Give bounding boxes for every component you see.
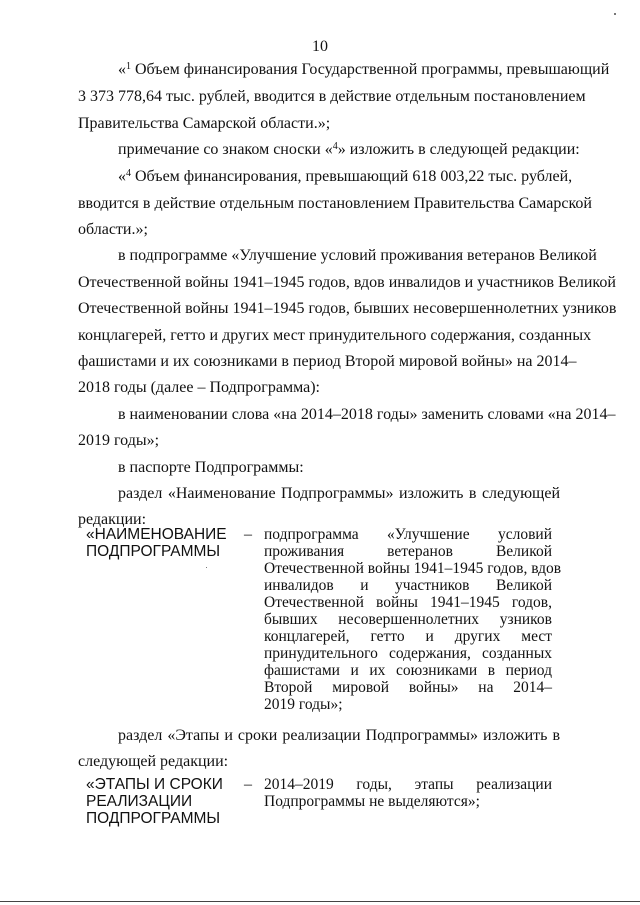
paragraph-1-line-3: Правительства Самарской области.»; [78, 115, 331, 132]
table-2-label-line-2: РЕАЛИЗАЦИИ [86, 793, 193, 810]
table-1-value-line-1: подпрограмма «Улучшение условий [264, 526, 552, 543]
table-1-value-line-4: инвалидов и участников Великой [264, 577, 552, 594]
paragraph-5-line-1: в наименовании слова «на 2014–2018 годы» заменить словами «на 2014– [118, 406, 616, 423]
table-1-label-line-2: ПОДПРОГРАММЫ [86, 543, 221, 560]
footnote-marker-4: 4 [332, 141, 338, 152]
table-2-label-line-1: «ЭТАПЫ И СРОКИ [86, 776, 223, 793]
paragraph-7-line-1: раздел «Наименование Подпрограммы» изложить в следующей [118, 485, 560, 502]
table-1-value [264, 526, 562, 713]
table-1-label-line-1: «НАИМЕНОВАНИЕ [86, 526, 227, 543]
paragraph-8-line-1: раздел «Этапы и сроки реализации Подпрограммы» изложить в [118, 727, 560, 744]
paragraph-2 [118, 137, 580, 163]
table-2-value-line-2: Подпрограммы не выделяются»; [264, 793, 480, 810]
table-2-value [264, 776, 552, 810]
paragraph-4-line-4: концлагерей, гетто и других мест принудительного содержания, созданных [78, 327, 592, 344]
table-1-value-line-8: принудительного содержания, созданных [264, 645, 552, 662]
table-1-value-line-9: фашистами и их союзниками в период [264, 662, 552, 679]
paragraph-1-line-2: 3 373 778,64 тыс. рублей, вводится в действие отдельным постановлением [78, 88, 586, 105]
paragraph-3-line-3: области.»; [78, 221, 148, 238]
paragraph-3-line-2: вводится в действие отдельным постановлением Правительства Самарской [78, 195, 592, 212]
paragraph-8-line-2: следующей редакции: [78, 753, 229, 770]
paragraph-3-line-1 [118, 164, 573, 190]
quote-open: « [118, 61, 126, 78]
paragraph-4-line-5: фашистами и их союзниками в период Второй мировой войны» на 2014– [78, 353, 577, 370]
paragraph-2-post: » изложить в следующей редакции: [337, 141, 580, 158]
paragraph-4-line-1: в подпрограмме «Улучшение условий проживания ветеранов Великой [118, 247, 597, 264]
scan-edge-line [0, 901, 640, 902]
scan-speck [614, 13, 616, 15]
footnote-marker-4b: 4 [126, 168, 131, 179]
table-1-dash: – [244, 526, 252, 543]
footnote-marker-1: 1 [126, 61, 131, 72]
table-1-value-line-3: Отечественной войны 1941–1945 годов, вдов [264, 560, 562, 577]
paragraph-3-text: Объем финансирования, превышающий 618 003,22 тыс. рублей, [131, 168, 573, 185]
page-number: 10 [312, 38, 328, 55]
table-1-value-line-2: проживания ветеранов Великой [264, 543, 552, 560]
paragraph-4-line-2: Отечественной войны 1941–1945 годов, вдов инвалидов и участников Великой [78, 274, 616, 291]
table-2-label [86, 776, 236, 827]
paragraph-2-pre: примечание со знаком сноски « [118, 141, 333, 158]
table-1-value-line-7: концлагерей, гетто и других мест [264, 628, 552, 645]
paragraph-4-line-6: 2018 годы (далее – Подпрограмма): [78, 379, 320, 396]
table-1-value-line-6: бывших несовершеннолетних узников [264, 611, 552, 628]
quote-open-3: « [118, 168, 126, 185]
paragraph-1-line-1 [118, 57, 610, 83]
paragraph-5-line-2: 2019 годы»; [78, 432, 160, 449]
table-2-value-line-1: 2014–2019 годы, этапы реализации [264, 776, 552, 793]
paragraph-4-line-3: Отечественной войны 1941–1945 годов, бывших несовершеннолетних узников [78, 300, 617, 317]
table-2-label-line-3: ПОДПРОГРАММЫ [86, 810, 221, 827]
paragraph-6: в паспорте Подпрограммы: [118, 459, 304, 476]
paragraph-7-line-2: редакции: [78, 511, 147, 528]
table-1-value-line-10: Второй мировой войны» на 2014– [264, 679, 552, 696]
table-1-value-line-11: 2019 годы»; [264, 696, 343, 713]
table-1-value-line-5: Отечественной войны 1941–1945 годов, [264, 594, 552, 611]
table-2-dash: – [244, 776, 252, 793]
scan-speck [206, 567, 207, 568]
table-1-label [86, 526, 236, 560]
paragraph-1-text: Объем финансирования Государственной программы, превышающий [131, 61, 610, 78]
